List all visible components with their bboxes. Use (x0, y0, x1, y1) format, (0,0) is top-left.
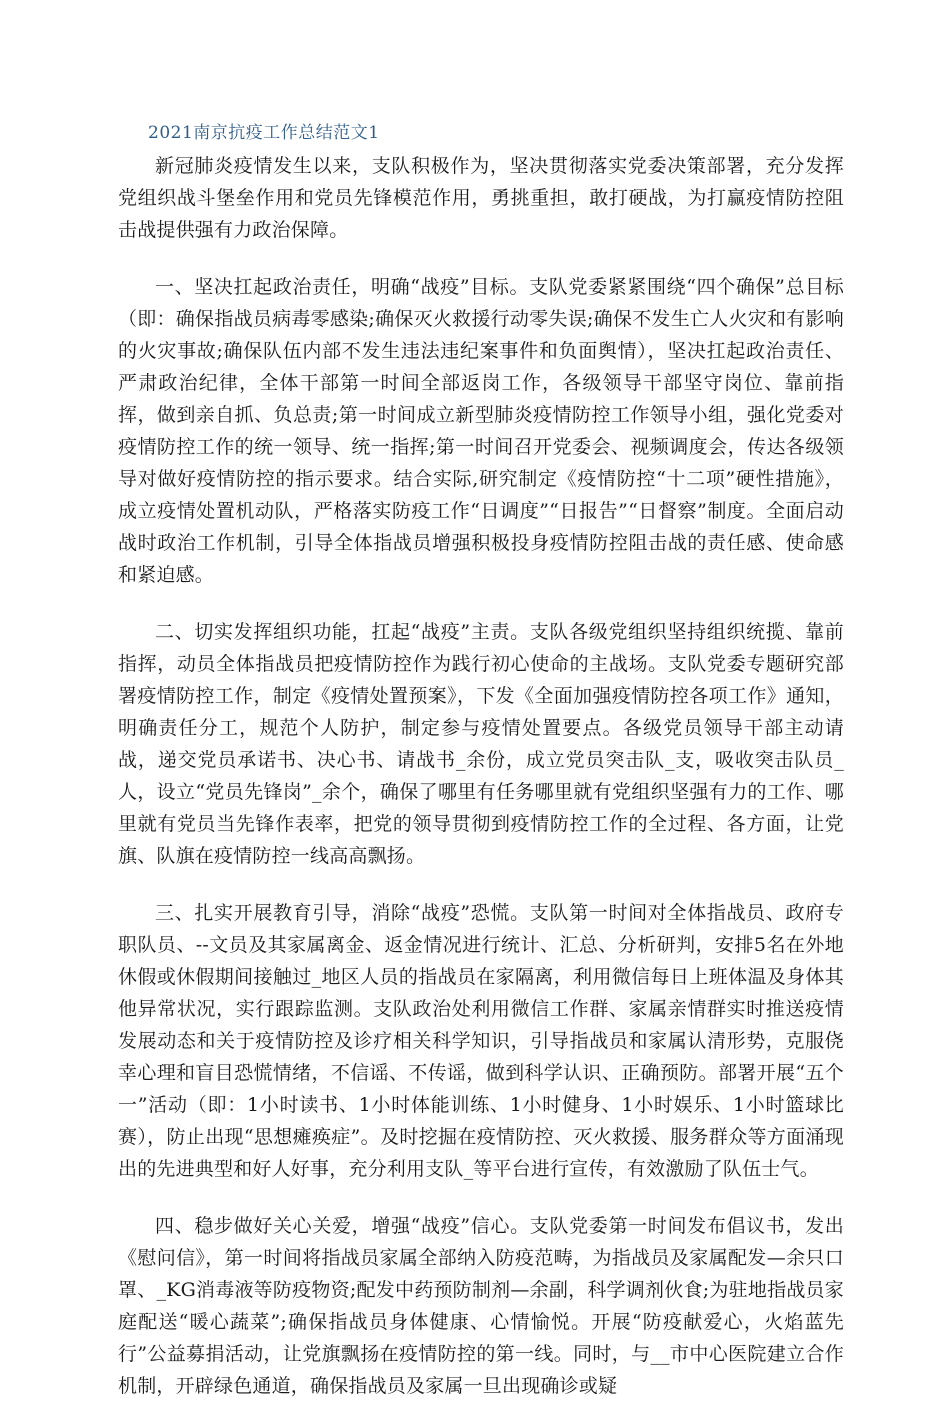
paragraph-section-3: 三、扎实开展教育引导，消除“战疫”恐慌。支队第一时间对全体指战员、政府专职队员、--文员及其家属离金、返金情况进行统计、汇总、分析研判，安排5名在外地休假或休假期间接触过_地区人员的指战员在家隔离，利用微信每日上班体温及身体其他异常状况，实行跟踪监测。支队政治处利用微信工作群、家属亲情群实时推送疫情发展动态和关于疫情防控及诊疗相关科学知识，引导指战员和家属认清形势，克服侥幸心理和盲目恐慌情绪，不信谣、不传谣，做到科学认识、正确预防。部署开展“五个一”活动（即：1小时读书、1小时体能训练、1小时健身、1小时娱乐、1小时篮球比赛），防止出现“思想瘫痪症”。及时挖掘在疫情防控、灭火救援、服务群众等方面涌现出的先进典型和好人好事，充分利用支队_等平台进行宣传，有效激励了队伍士气。 (118, 902, 844, 1180)
document-title: 2021南京抗疫工作总结范文1 (148, 123, 380, 143)
document-body (118, 150, 844, 1427)
paragraph-section-4: 四、稳步做好关心关爱，增强“战疫”信心。支队党委第一时间发布倡议书，发出《慰问信》，第一时间将指战员家属全部纳入防疫范畴，为指战员及家属配发—余只口罩、_KG消毒液等防疫物资;配发中药预防制剂—余副，科学调剂伙食;为驻地指战员家庭配送“暖心蔬菜”;确保指战员身体健康、心情愉悦。开展“防疫献爱心，火焰蓝先行”公益募捐活动，让党旗飘扬在疫情防控的第一线。同时，与__市中心医院建立合作机制，开辟绿色通道，确保指战员及家属一旦出现确诊或疑 (118, 1215, 844, 1397)
paragraph-section-2: 二、切实发挥组织功能，扛起“战疫”主责。支队各级党组织坚持组织统揽、靠前指挥，动员全体指战员把疫情防控作为践行初心使命的主战场。支队党委专题研究部署疫情防控工作，制定《疫情处置预案》，下发《全面加强疫情防控各项工作》通知，明确责任分工，规范个人防护，制定参与疫情处置要点。各级党员领导干部主动请战，递交党员承诺书、决心书、请战书_余份，成立党员突击队_支，吸收突击队员_人，设立“党员先锋岗”_余个，确保了哪里有任务哪里就有党组织坚强有力的工作、哪里就有党员当先锋作表率，把党的领导贯彻到疫情防控工作的全过程、各方面，让党旗、队旗在疫情防控一线高高飘扬。 (118, 621, 844, 867)
paragraph-intro: 新冠肺炎疫情发生以来，支队积极作为，坚决贯彻落实党委决策部署，充分发挥党组织战斗堡垒作用和党员先锋模范作用，勇挑重担，敢打硬战，为打赢疫情防控阻击战提供强有力政治保障。 (118, 155, 844, 241)
paragraph-section-1: 一、坚决扛起政治责任，明确“战疫”目标。支队党委紧紧围绕“四个确保”总目标（即：确保指战员病毒零感染;确保灭火救援行动零失误;确保不发生亡人火灾和有影响的火灾事故;确保队伍内部不发生违法违纪案事件和负面舆情），坚决扛起政治责任、严肃政治纪律，全体干部第一时间全部返岗工作，各级领导干部坚守岗位、靠前指挥，做到亲自抓、负总责;第一时间成立新型肺炎疫情防控工作领导小组，强化党委对疫情防控工作的统一领导、统一指挥;第一时间召开党委会、视频调度会，传达各级领导对做好疫情防控的指示要求。结合实际,研究制定《疫情防控“十二项”硬性措施》，成立疫情处置机动队，严格落实防疫工作“日调度”“日报告”“日督察”制度。全面启动战时政治工作机制，引导全体指战员增强积极投身疫情防控阻击战的责任感、使命感和紧迫感。 (118, 276, 844, 586)
